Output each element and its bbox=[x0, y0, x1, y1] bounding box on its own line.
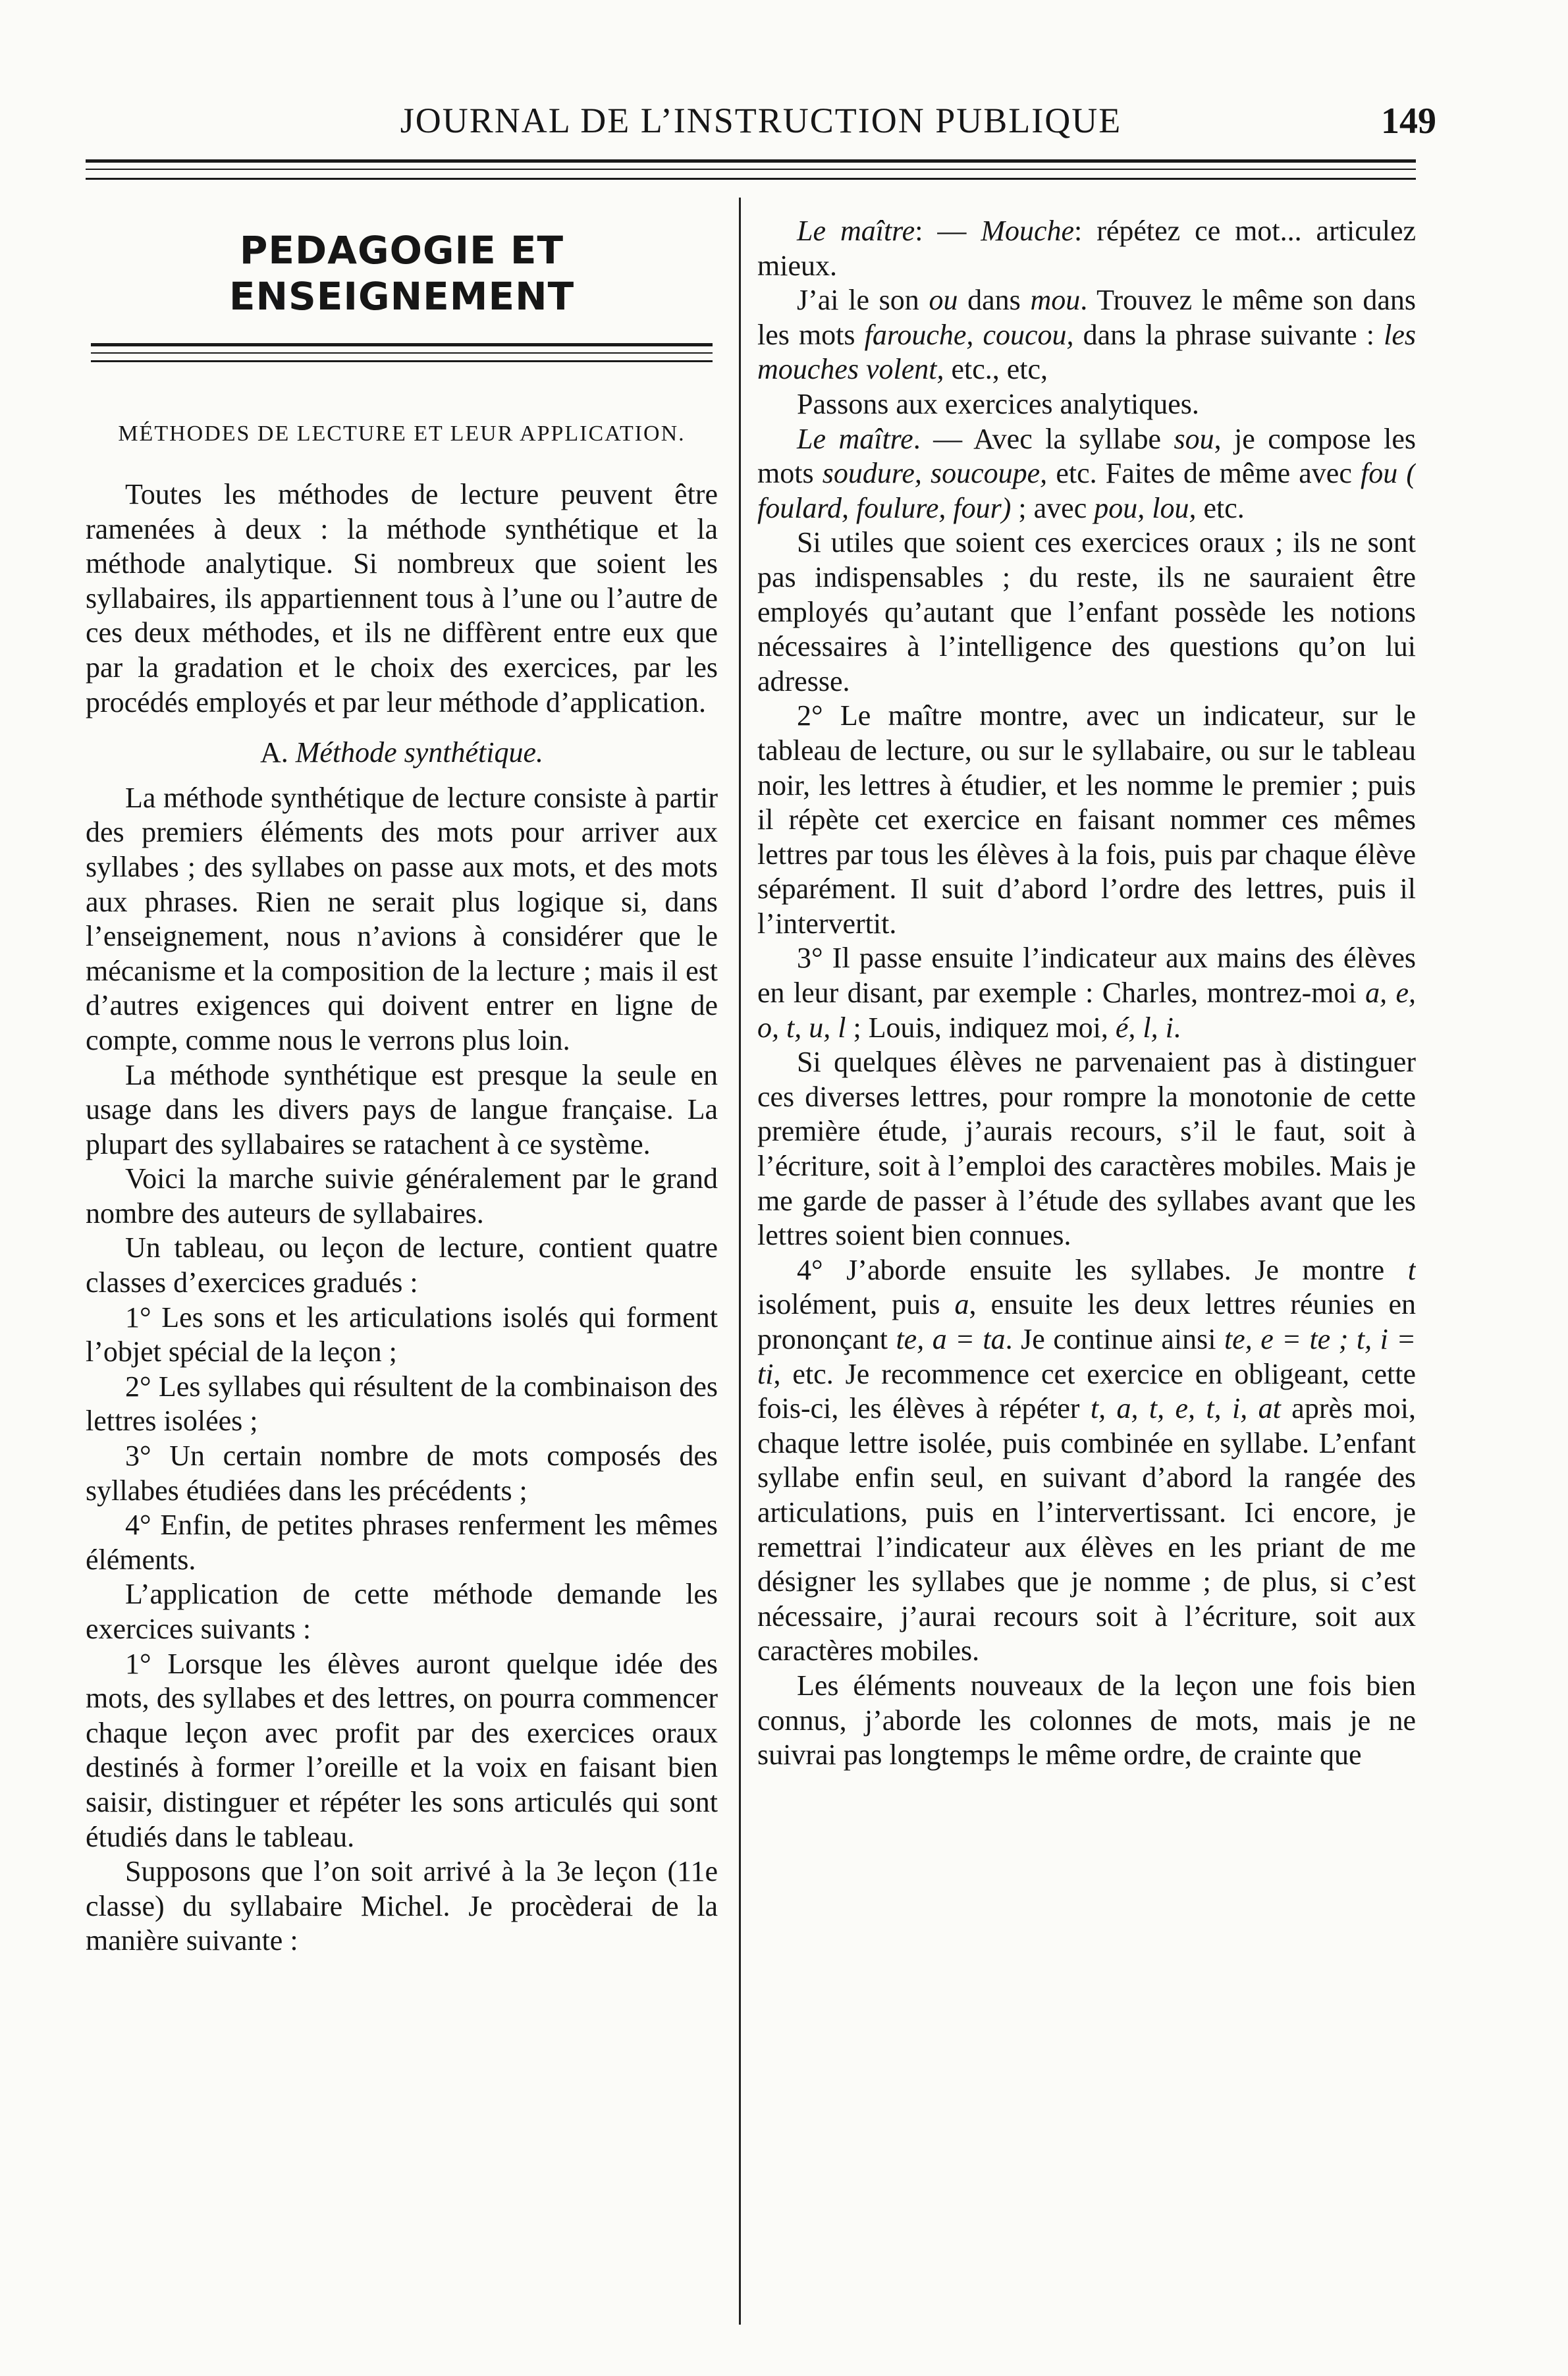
paragraph: Si utiles que soient ces exercices oraux ; ils ne sont pas indispensables ; du reste, ils ne sauraient être employés qu’autant que l’enfant possède les notions nécessaires à l’intelligence des questions qu’on lui adresse. bbox=[757, 526, 1416, 697]
text: . Trouvez le même son dans les mots bbox=[757, 284, 1416, 351]
text-italic: sou bbox=[1174, 422, 1214, 455]
paragraph: La méthode synthétique est presque la seule en usage dans les divers pays de langue française. La plupart des syllabaires se ratachent à ce système. bbox=[86, 1058, 718, 1160]
text: , je compose les mots bbox=[757, 422, 1416, 490]
text: etc. Faites de même avec bbox=[1047, 457, 1361, 490]
text: 3° Il passe ensuite l’indicateur aux mains des élèves en leur disant, par exemple : Charles, montrez-moi bbox=[757, 942, 1416, 1010]
paragraph bbox=[757, 1253, 1416, 1669]
text-italic: Le maître bbox=[797, 422, 913, 455]
paragraph: Un tableau, ou leçon de lecture, contient quatre classes d’exercices gradués : bbox=[86, 1231, 718, 1299]
list-item: 1° Les sons et les articulations isolés qui forment l’objet spécial de la leçon ; bbox=[86, 1301, 718, 1368]
list-item: 2° Les syllabes qui résultent de la combinaison des lettres isolées ; bbox=[86, 1370, 718, 1438]
text: J’ai le son bbox=[797, 284, 929, 317]
running-header bbox=[86, 99, 1436, 151]
text: . Je continue ainsi bbox=[1005, 1323, 1224, 1355]
text-italic: Le maître bbox=[797, 215, 915, 247]
text: ; Louis, indiquez moi, bbox=[846, 1011, 1116, 1044]
paragraph: L’application de cette méthode demande les exercices suivants : bbox=[86, 1578, 718, 1645]
paragraph bbox=[757, 214, 1416, 283]
text: , ensuite les deux lettres réunies en prononçant bbox=[757, 1288, 1416, 1355]
text: dans la phrase suivante : bbox=[1073, 318, 1384, 351]
text-italic: soudure, soucoupe, bbox=[822, 457, 1048, 490]
text-italic: é, l, i bbox=[1115, 1011, 1174, 1044]
text-italic: a, e, o, t, u, l bbox=[757, 977, 1416, 1044]
text: 4° J’aborde ensuite les syllabes. Je montre bbox=[797, 1253, 1408, 1286]
text-italic: a bbox=[954, 1288, 969, 1321]
paragraph: Les éléments nouveaux de la leçon une fois bien connus, j’aborde les colonnes de mots, mais je ne suivrai pas longtemps le même ordre, de crainte que bbox=[757, 1669, 1416, 1771]
text-italic: t, a, t, e, t, i, at bbox=[1090, 1392, 1281, 1425]
text-italic: te, e = te ; t, i = ti bbox=[757, 1323, 1416, 1390]
text: . bbox=[1173, 1011, 1181, 1044]
text-italic: te, a = ta bbox=[896, 1323, 1006, 1355]
text-italic: mou bbox=[1030, 284, 1081, 317]
paragraph: Si quelques élèves ne parvenaient pas à distinguer ces diverses lettres, pour rompre la monotonie de cette première étude, j’aurais recours, s’il le faut, soit à l’écriture, soit à l’emploi des caractères mobiles. Mais je me garde de passer à l’étude des syllabes avant que les lettres soient bien connues. bbox=[757, 1046, 1416, 1252]
text: , etc. Je recommence cet exercice en obligeant, cette fois-ci, les élèves à répéter bbox=[757, 1357, 1416, 1425]
text: etc., etc, bbox=[944, 353, 1048, 386]
paragraph: Supposons que l’on soit arrivé à la 3e leçon (11e classe) du syllabaire Michel. Je procèderai de la manière suivante : bbox=[86, 1855, 718, 1957]
subheading-prefix: A. bbox=[259, 736, 288, 769]
text: etc. bbox=[1196, 491, 1245, 524]
text-italic: pou, lou, bbox=[1094, 491, 1197, 524]
list-item: 3° Un certain nombre de mots composés des syllabes étudiées dans les précédents ; bbox=[86, 1440, 718, 1507]
article-title: MÉTHODES DE LECTURE ET LEUR APPLICATION. bbox=[118, 421, 686, 446]
section-title: PEDAGOGIE ET ENSEIGNEMENT bbox=[229, 228, 575, 319]
text: : — bbox=[915, 215, 981, 247]
paragraph: 2° Le maître montre, avec un indicateur, sur le tableau de lecture, ou sur le syllabaire, ou sur le tableau noir, les lettres à étudier, et les nomme le premier ; puis il répète cet exercice en faisant nommer ces mêmes lettres par tous les élèves à la fois, puis par chaque élève séparément. Il suit d’abord l’ordre des lettres, puis il l’intervertit. bbox=[757, 699, 1416, 940]
paragraph: Voici la marche suivie généralement par le grand nombre des auteurs de syllabaires. bbox=[86, 1162, 718, 1229]
text: : répétez ce mot... articulez mieux. bbox=[757, 215, 1416, 282]
text: ; avec bbox=[1011, 491, 1095, 524]
subheading bbox=[86, 736, 718, 770]
text-italic: Mouche bbox=[981, 215, 1075, 247]
text-italic: farouche, coucou, bbox=[864, 318, 1074, 351]
header-rule-thin bbox=[86, 169, 1416, 170]
paragraph bbox=[757, 422, 1416, 526]
right-column bbox=[757, 214, 1416, 2336]
column-divider bbox=[739, 198, 741, 2325]
paragraph: 1° Lorsque les élèves auront quelque idée des mots, des syllabes et des lettres, on pourra commencer chaque leçon avec profit par des exercices oraux destinés à former l’oreille et la voix en faisant bien saisir, distinguer et répéter les sons articulés qui sont étudiés dans le tableau. bbox=[86, 1647, 718, 1853]
text-italic: fou ( foulard, foulure, four) bbox=[757, 457, 1416, 524]
subheading-text: Méthode synthétique. bbox=[295, 736, 544, 769]
page-number: 149 bbox=[1381, 101, 1436, 142]
text: après moi, chaque lettre isolée, puis combinée en syllabe. L’enfant syllabe enfin seul, en suivant d’abord la rangée des articulations, puis en l’intervertissant. Ici encore, je remettrai l’indicateur aux élèves en les priant de me désigner les syllabes que je nomme ; de plus, si c’est nécessaire, j’aurai recours soit à l’écriture, soit aux caractères mobiles. bbox=[757, 1392, 1416, 1667]
text: . — Avec la syllabe bbox=[913, 422, 1174, 455]
journal-title: JOURNAL DE L’INSTRUCTION PUBLIQUE bbox=[400, 101, 1122, 140]
text: isolément, puis bbox=[757, 1288, 955, 1321]
text: dans bbox=[958, 284, 1031, 317]
paragraph bbox=[757, 283, 1416, 387]
paragraph: Toutes les méthodes de lecture peuvent être ramenées à deux : la méthode synthétique et la méthode analytique. Si nombreux que soient les syllabaires, ils appartiennent tous à l’une ou l’autre de ces deux méthodes, et ils ne diffèrent entre eux que par la gradation et le choix des exercices, par les procédés employés et par leur méthode d’application. bbox=[86, 478, 718, 718]
paragraph bbox=[757, 941, 1416, 1045]
paragraph: La méthode synthétique de lecture consiste à partir des premiers éléments des mots pour arriver aux syllabes ; des syllabes on passe aux mots, et des mots aux phrases. Rien ne serait plus logique si, dans l’enseignement, nous n’avions à considérer que le mécanisme et la composition de la lecture ; mais il est d’autres exigences qui doivent entrer en ligne de compte, comme nous le verrons plus loin. bbox=[86, 781, 718, 1056]
paragraph: Passons aux exercices analytiques. bbox=[797, 387, 1199, 420]
list-item: 4° Enfin, de petites phrases renferment les mêmes éléments. bbox=[86, 1509, 718, 1576]
text-italic: t bbox=[1407, 1253, 1416, 1286]
text-italic: les mouches volent, bbox=[757, 318, 1416, 386]
header-rule-bottom bbox=[86, 178, 1416, 180]
text-italic: ou bbox=[929, 284, 958, 317]
section-divider bbox=[86, 339, 718, 371]
header-rule-thick bbox=[86, 159, 1416, 163]
left-column bbox=[86, 214, 718, 2336]
